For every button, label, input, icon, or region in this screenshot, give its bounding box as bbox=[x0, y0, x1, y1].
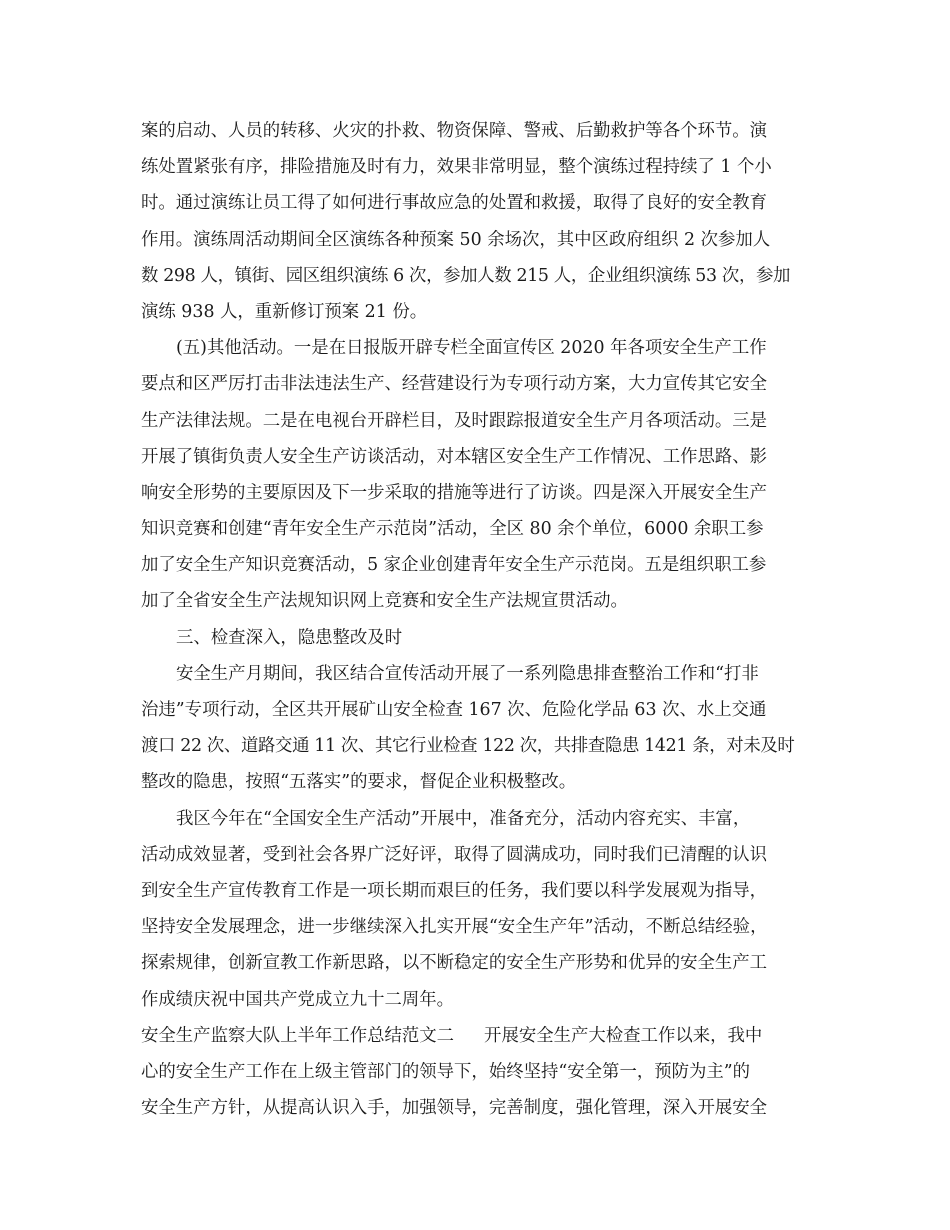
text-line: 加了安全生产知识竞赛活动，5 家企业创建青年安全生产示范岗。五是组织职工参 bbox=[141, 555, 767, 576]
text-line: 整改的隐患，按照“五落实”的要求，督促企业积极整改。 bbox=[141, 772, 577, 793]
text-line: 作成绩庆祝中国共产党成立九十二周年。 bbox=[141, 989, 455, 1010]
document-body bbox=[141, 113, 831, 1126]
text-line: 加了全省安全生产法规知识网上竞赛和安全生产法规宣贯活动。 bbox=[141, 591, 628, 612]
paragraph-start-line: 我区今年在“全国安全生产活动”开展中，准备充分，活动内容充实、丰富， bbox=[176, 808, 751, 829]
text-line: 时。通过演练让员工得了如何进行事故应急的处置和救援，取得了良好的安全教育 bbox=[141, 193, 768, 214]
text-line: 渡口 22 次、道路交通 11 次、其它行业检查 122 次，共排查隐患 1421 条，对未及时 bbox=[141, 736, 795, 757]
text-line: 坚持安全发展理念，进一步继续深入扎实开展“安全生产年”活动，不断总结经验， bbox=[141, 917, 768, 938]
text-line: 知识竞赛和创建“青年安全生产示范岗”活动，全区 80 余个单位，6000 余职工参 bbox=[141, 519, 764, 540]
paragraph-start-line: 安全生产月期间，我区结合宣传活动开展了一系列隐患排查整治工作和“打非 bbox=[176, 663, 759, 684]
paragraph-start-line: (五)其他活动。一是在日报版开辟专栏全面宣传区 2020 年各项安全生产工作 bbox=[176, 338, 767, 359]
text-line: 到安全生产宣传教育工作是一项长期而艰巨的任务，我们要以科学发展观为指导， bbox=[141, 880, 768, 901]
next-article-first-line bbox=[141, 1018, 831, 1054]
text-line: 作用。演练周活动期间全区演练各种预案 50 余场次，其中区政府组织 2 次参加人 bbox=[141, 229, 771, 250]
section-heading: 三、检查深入，隐患整改及时 bbox=[176, 627, 403, 648]
text-line: 治违”专项行动，全区共开展矿山安全检查 167 次、危险化学品 63 次、水上交通 bbox=[141, 700, 767, 720]
text-line: 要点和区严厉打击非法违法生产、经营建设行为专项行动方案，大力宣传其它安全 bbox=[141, 374, 768, 395]
text-line: 开展了镇街负责人安全生产访谈活动，对本辖区安全生产工作情况、工作思路、影 bbox=[141, 446, 768, 467]
text-line: 探索规律，创新宣教工作新思路，以不断稳定的安全生产形势和优异的安全生产工 bbox=[141, 953, 768, 974]
text-line: 演练 938 人，重新修订预案 21 份。 bbox=[141, 301, 428, 322]
next-article-title: 安全生产监察大队上半年工作总结范文二 bbox=[141, 1025, 455, 1046]
text-line: 响安全形势的主要原因及下一步采取的措施等进行了访谈。四是深入开展安全生产 bbox=[141, 482, 768, 503]
text-line: 心的安全生产工作在上级主管部门的领导下，始终坚持“安全第一，预防为主”的 bbox=[141, 1061, 751, 1082]
text-line: 生产法律法规。二是在电视台开辟栏目，及时跟踪报道安全生产月各项活动。三是 bbox=[141, 410, 768, 431]
text-line: 案的启动、人员的转移、火灾的扑救、物资保障、警戒、后勤救护等各个环节。演 bbox=[141, 121, 768, 141]
next-article-opening: 开展安全生产大检查工作以来，我中 bbox=[484, 1025, 763, 1046]
text-line: 活动成效显著，受到社会各界广泛好评，取得了圆满成功，同时我们已清醒的认识 bbox=[141, 844, 768, 865]
text-line: 练处置紧张有序，排险措施及时有力，效果非常明显，整个演练过程持续了 1 个小 bbox=[141, 157, 772, 178]
text-line: 数 298 人，镇街、园区组织演练 6 次，参加人数 215 人，企业组织演练 53 次，参加 bbox=[141, 265, 791, 286]
text-line: 安全生产方针，从提高认识入手，加强领导，完善制度，强化管理，深入开展安全 bbox=[141, 1098, 768, 1119]
